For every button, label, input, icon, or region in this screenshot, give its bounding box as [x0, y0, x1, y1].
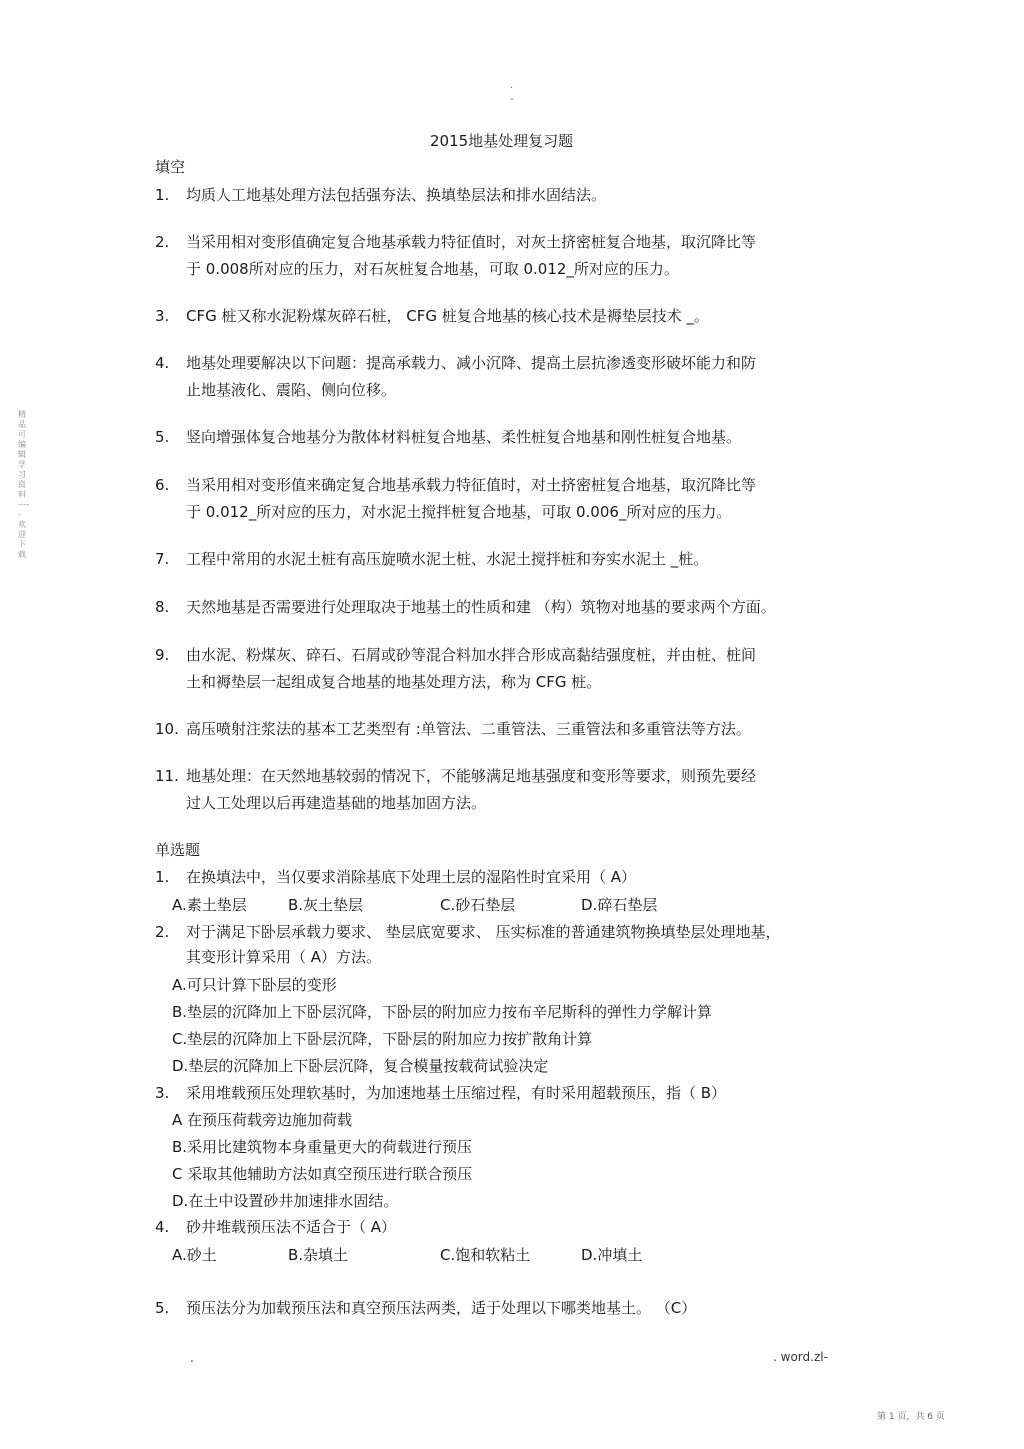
single-item-3-option-a: A 在预压荷载旁边施加荷载 [172, 1111, 353, 1129]
single-item-3-option-b: B.采用比建筑物本身重量更大的荷载进行预压 [172, 1138, 473, 1156]
fill-item-2-line-1: 当采用相对变形值确定复合地基承载力特征值时，对灰土挤密桩复合地基，取沉降比等 [186, 233, 757, 251]
side-note: 精品可编辑学习资料 ----- 欢迎下载 [18, 410, 30, 559]
fill-item-6-num: 6. [155, 476, 170, 494]
single-item-2-option-a: A.可只计算下卧层的变形 [172, 976, 337, 994]
single-item-4-option-b: B.杂填土 [288, 1246, 349, 1264]
single-item-1-num: 1. [155, 868, 170, 886]
fill-item-6-line-2: 于 0.012_所对应的压力，对水泥土搅拌桩复合地基，可取 0.006_所对应的压力。 [186, 503, 732, 521]
single-item-1-option-b: B.灰土垫层 [288, 896, 364, 914]
single-item-5-stem: 预压法分为加载预压法和真空预压法两类，适于处理以下哪类地基土。 （C） [186, 1299, 697, 1317]
fill-item-8-text: 天然地基是否需要进行处理取决于地基土的性质和建 （构）筑物对地基的要求两个方面。 [186, 598, 776, 616]
single-item-4-option-d: D.冲填土 [581, 1246, 643, 1264]
single-item-1-option-c: C.砂石垫层 [440, 896, 516, 914]
single-item-3-option-c: C 采取其他辅助方法如真空预压进行联合预压 [172, 1165, 473, 1183]
fill-item-3-num: 3. [155, 307, 170, 325]
fill-item-5-text: 竖向增强体复合地基分为散体材料桩复合地基、柔性桩复合地基和刚性桩复合地基。 [186, 428, 742, 446]
single-item-1-option-a: A.素土垫层 [172, 896, 247, 914]
fill-item-9-num: 9. [155, 646, 170, 664]
fill-item-7-text: 工程中常用的水泥土桩有高压旋喷水泥土桩、水泥土搅拌桩和夯实水泥土 _桩。 [186, 550, 709, 568]
section-single-heading: 单选题 [155, 841, 201, 859]
single-item-5-num: 5. [155, 1299, 170, 1317]
fill-item-10-text: 高压喷射注浆法的基本工艺类型有 :单管法、二重管法、三重管法和多重管法等方法。 [186, 720, 751, 738]
fill-item-4-line-2: 止地基液化、震陷、侧向位移。 [186, 381, 397, 399]
fill-item-8-num: 8. [155, 598, 170, 616]
fill-item-2-num: 2. [155, 233, 170, 251]
fill-item-1-text: 均质人工地基处理方法包括强夯法、换填垫层法和排水固结法。 [186, 186, 607, 204]
header-mark-dot: . [510, 80, 514, 91]
fill-item-4-num: 4. [155, 354, 170, 372]
fill-item-7-num: 7. [155, 550, 170, 568]
single-item-2-stem-1: 对于满足下卧层承载力要求、 垫层底宽要求、 压实标准的普通建筑物换填垫层处理地基， [186, 923, 781, 941]
single-item-1-option-d: D.碎石垫层 [581, 896, 658, 914]
fill-item-1-num: 1. [155, 186, 170, 204]
page-number: 第 1 页，共 6 页 [877, 1412, 945, 1422]
single-item-3-option-d: D.在土中设置砂井加速排水固结。 [172, 1192, 399, 1210]
fill-item-9-line-2: 土和褥垫层一起组成复合地基的地基处理方法，称为 CFG 桩。 [186, 673, 602, 691]
single-item-1-stem: 在换填法中，当仅要求消除基底下处理土层的湿陷性时宜采用（ A） [186, 868, 637, 886]
fill-item-10-num: 10. [155, 720, 179, 738]
single-item-4-option-c: C.饱和软粘土 [440, 1246, 531, 1264]
fill-item-2-line-2: 于 0.008所对应的压力，对石灰桩复合地基，可取 0.012_所对应的压力。 [186, 260, 679, 278]
single-item-4-option-a: A.砂土 [172, 1246, 217, 1264]
fill-item-11-num: 11. [155, 767, 179, 785]
fill-item-5-num: 5. [155, 428, 170, 446]
header-mark-dash: - [510, 94, 514, 105]
single-item-2-option-d: D.垫层的沉降加上下卧层沉降，复合模量按载荷试验决定 [172, 1057, 549, 1075]
fill-item-3-text: CFG 桩又称水泥粉煤灰碎石桩， CFG 桩复合地基的核心技术是褥垫层技术 _。 [186, 307, 710, 325]
fill-item-11-line-1: 地基处理：在天然地基较弱的情况下，不能够满足地基强度和变形等要求，则预先要经 [186, 767, 757, 785]
single-item-4-stem: 砂井堆载预压法不适合于（ A） [186, 1218, 397, 1236]
footer-right: . word.zl- [773, 1350, 828, 1364]
single-item-3-stem: 采用堆载预压处理软基时，为加速地基土压缩过程，有时采用超载预压，指（ B） [186, 1084, 727, 1102]
page-title: 2015地基处理复习题 [430, 132, 574, 150]
single-item-4-num: 4. [155, 1218, 170, 1236]
single-item-2-option-b: B.垫层的沉降加上下卧层沉降，下卧层的附加应力按布辛尼斯科的弹性力学解计算 [172, 1003, 713, 1021]
single-item-2-option-c: C.垫层的沉降加上下卧层沉降，下卧层的附加应力按扩散角计算 [172, 1030, 593, 1048]
fill-item-11-line-2: 过人工处理以后再建造基础的地基加固方法。 [186, 794, 487, 812]
single-item-2-stem-2: 其变形计算采用（ A）方法。 [186, 948, 382, 966]
single-item-2-num: 2. [155, 923, 170, 941]
single-item-3-num: 3. [155, 1084, 170, 1102]
fill-item-4-line-1: 地基处理要解决以下问题：提高承载力、减小沉降、提高土层抗渗透变形破坏能力和防 [186, 354, 757, 372]
section-fill-heading: 填空 [155, 158, 186, 176]
footer-left: . [190, 1351, 194, 1365]
fill-item-6-line-1: 当采用相对变形值来确定复合地基承载力特征值时，对土挤密桩复合地基，取沉降比等 [186, 476, 757, 494]
fill-item-9-line-1: 由水泥、粉煤灰、碎石、石屑或砂等混合料加水拌合形成高黏结强度桩，并由桩、桩间 [186, 646, 757, 664]
